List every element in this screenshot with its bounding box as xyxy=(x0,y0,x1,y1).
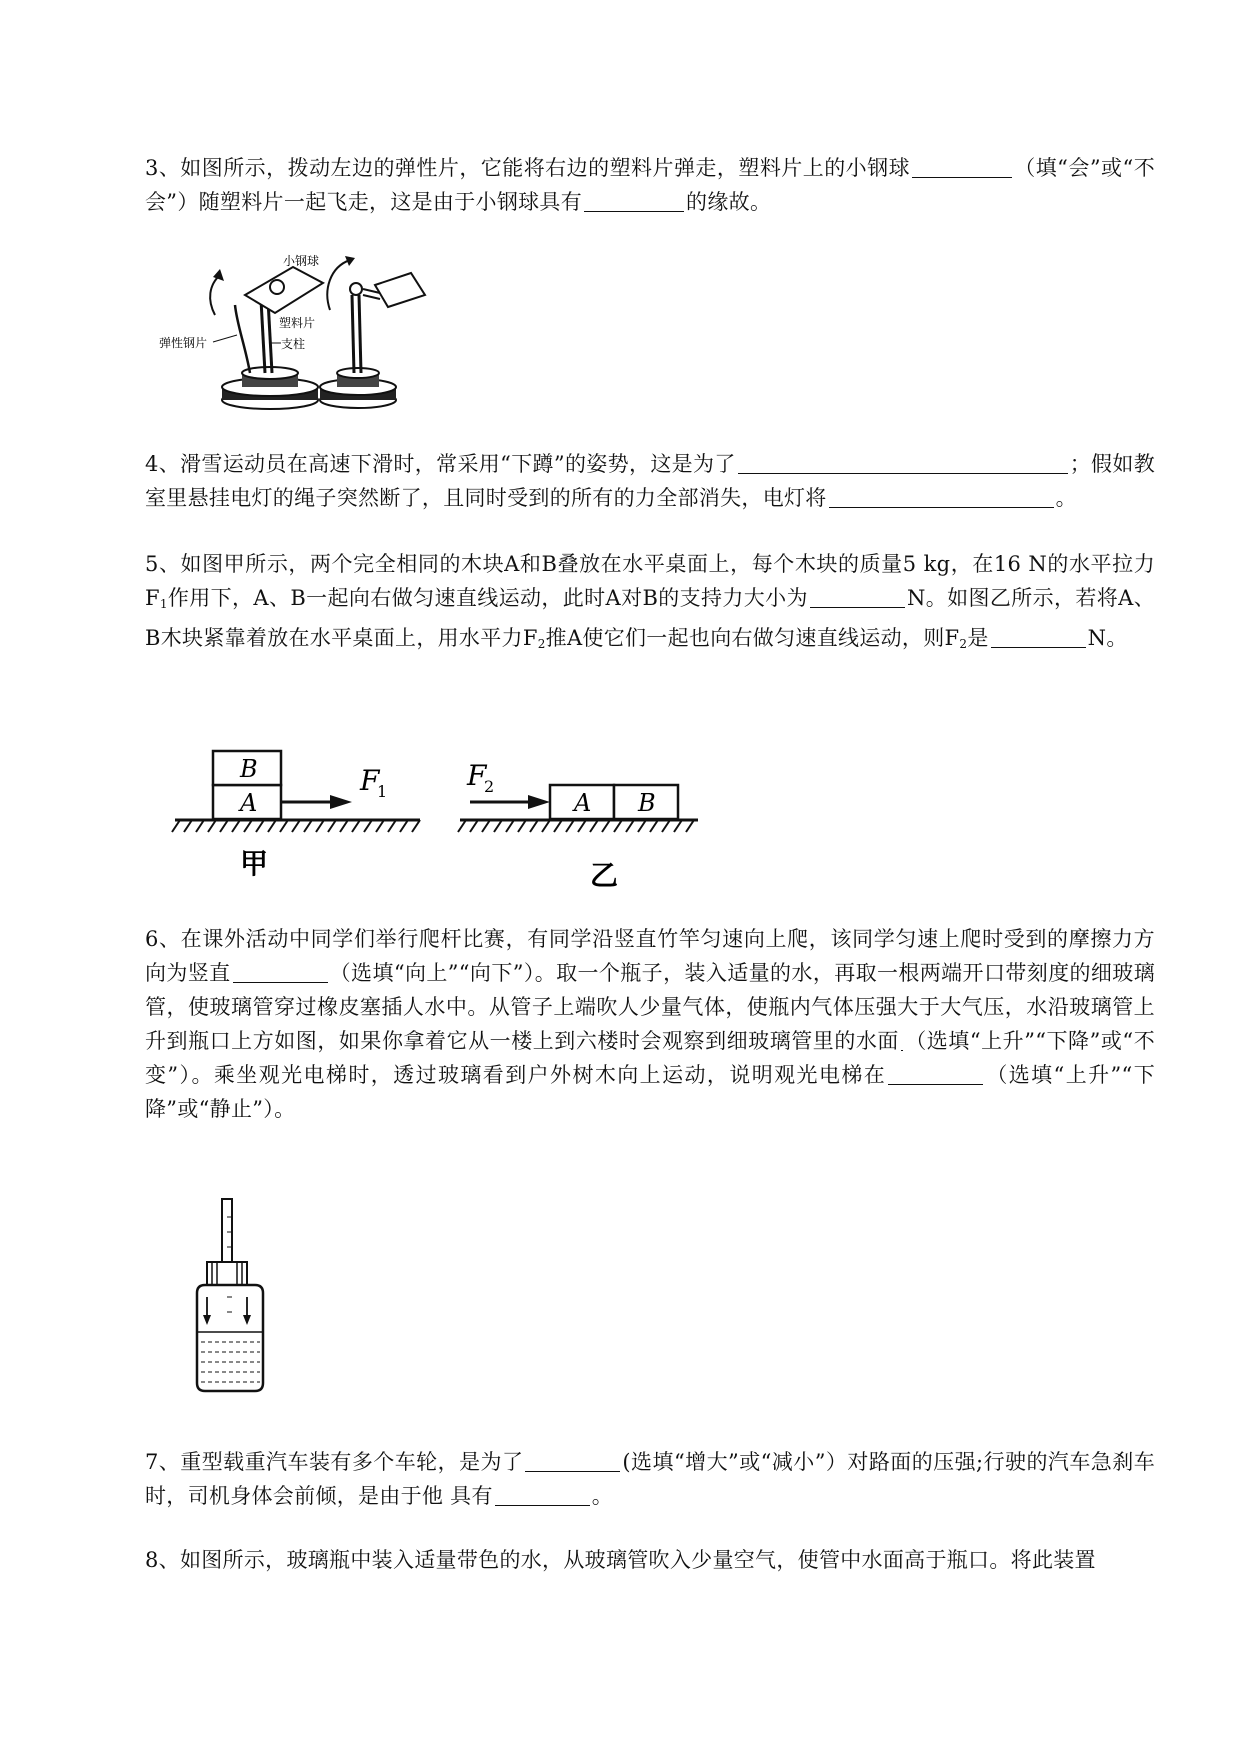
label-steel-ball: 小钢球 xyxy=(283,254,320,268)
answer-blank-q4-1[interactable] xyxy=(738,451,1068,474)
question-4 xyxy=(145,447,1155,515)
answer-blank-q7-1[interactable] xyxy=(525,1449,620,1472)
question-5-text-3: N。如图乙所示，若将A、B木块紧靠着放在水平桌面上，用水平力F xyxy=(145,586,1156,650)
subscript-f2-b: 2 xyxy=(959,637,968,651)
question-5-text-6: N。 xyxy=(1087,626,1128,650)
answer-blank-q3-1[interactable] xyxy=(912,155,1012,178)
question-7-text-1: 7、重型载重汽车装有多个车轮，是为了 xyxy=(145,1450,524,1474)
answer-blank-q4-2[interactable] xyxy=(829,485,1054,508)
question-5-text-1: 5、如图甲所示，两个完全相同的木块A和B叠放在水平桌面上，每个木块的质量5 kg，在16 N的水平拉力F xyxy=(145,552,1155,610)
force-f2-subscript: 2 xyxy=(484,777,495,796)
force-f1-label: F xyxy=(360,764,380,797)
question-5-text-5: 是 xyxy=(967,626,989,650)
question-6-text-1: 6、在课外活动中同学们举行爬杆比赛，有同学沿竖直竹竿匀速向上爬，该同学匀速上爬时受到的摩擦力方向为竖直 xyxy=(145,927,1155,985)
answer-blank-q6-3[interactable] xyxy=(888,1062,983,1085)
answer-blank-q7-2[interactable] xyxy=(495,1483,590,1506)
caption-jia: 甲 xyxy=(240,847,269,880)
force-f1-subscript: 1 xyxy=(377,782,388,801)
force-f2-label: F xyxy=(467,759,487,792)
q5-blocks-figure xyxy=(170,735,710,895)
answer-blank-q6-1[interactable] xyxy=(233,960,328,983)
answer-blank-q6-2[interactable] xyxy=(901,1028,903,1051)
block-a-label-left: A xyxy=(240,789,258,817)
question-5-text-2: 作用下，A、B一起向右做匀速直线运动，此时A对B的支持力大小为 xyxy=(167,586,808,610)
subscript-f2: 2 xyxy=(537,637,546,651)
answer-blank-q5-2[interactable] xyxy=(991,625,1086,648)
question-7 xyxy=(145,1445,1155,1513)
block-b-label-right: B xyxy=(638,789,656,817)
question-7-text-3: 。 xyxy=(591,1484,614,1508)
question-3 xyxy=(145,151,1155,219)
answer-blank-q3-2[interactable] xyxy=(584,189,684,212)
question-5-text-4: 推A使它们一起也向右做匀速直线运动，则F xyxy=(545,626,960,650)
question-3-text-1: 3、如图所示，拨动左边的弹性片，它能将右边的塑料片弹走，塑料片上的小钢球 xyxy=(145,156,911,180)
label-elastic-steel: 弹性钢片 xyxy=(159,336,208,350)
question-7-text-2: (选填“增大”或“减小”）对路面的压强;行驶的汽车急刹车时，司机身体会前倾，是由于他 具有 xyxy=(145,1450,1156,1508)
subscript-f1: 1 xyxy=(159,597,168,611)
label-plastic-card: 塑料片 xyxy=(279,316,316,330)
question-4-text-3: 。 xyxy=(1055,486,1077,510)
question-8-text: 8、如图所示，玻璃瓶中装入适量带色的水，从玻璃管吹入少量空气，使管中水面高于瓶口。将此装置 xyxy=(145,1548,1096,1572)
q6-bottle-figure xyxy=(185,1197,295,1397)
question-6-text-3: （选填“上升”“下降”或“不变”）。乘坐观光电梯时，透过玻璃看到户外树木向上运动，说明观光电梯在 xyxy=(145,1029,1155,1087)
question-3-text-3: 的缘故。 xyxy=(686,190,772,214)
q3-apparatus-figure xyxy=(159,254,435,415)
question-8 xyxy=(145,1543,1155,1577)
question-3-text-2: （填“会”或“不会”）随塑料片一起飞走，这是由于小钢球具有 xyxy=(145,156,1155,214)
caption-yi: 乙 xyxy=(590,859,619,892)
question-5 xyxy=(145,547,1155,661)
answer-blank-q5-1[interactable] xyxy=(810,585,905,608)
block-b-label-left: B xyxy=(240,755,258,783)
label-pillar: 支柱 xyxy=(281,337,306,351)
question-6-text-2: （选填“向上”“向下”）。取一个瓶子，装入适量的水，再取一根两端开口带刻度的细玻璃管，使玻璃管穿过橡皮塞插人水中。从管子上端吹人少量气体，使瓶内气体压强大于大气压，水沿玻璃管上升到瓶口上方如图，如果你拿着它从一楼上到六楼时会观察到细玻璃管里的水面 xyxy=(145,961,1155,1053)
question-4-text-1: 4、滑雪运动员在高速下滑时，常采用“下蹲”的姿势，这是为了 xyxy=(145,452,736,476)
question-6 xyxy=(145,922,1155,1126)
block-a-label-right: A xyxy=(574,789,592,817)
question-6-text-4: （选填“上升”“下降”或“静止”）。 xyxy=(145,1063,1155,1121)
question-4-text-2: ；假如教室里悬挂电灯的绳子突然断了，且同时受到的所有的力全部消失，电灯将 xyxy=(145,452,1156,510)
